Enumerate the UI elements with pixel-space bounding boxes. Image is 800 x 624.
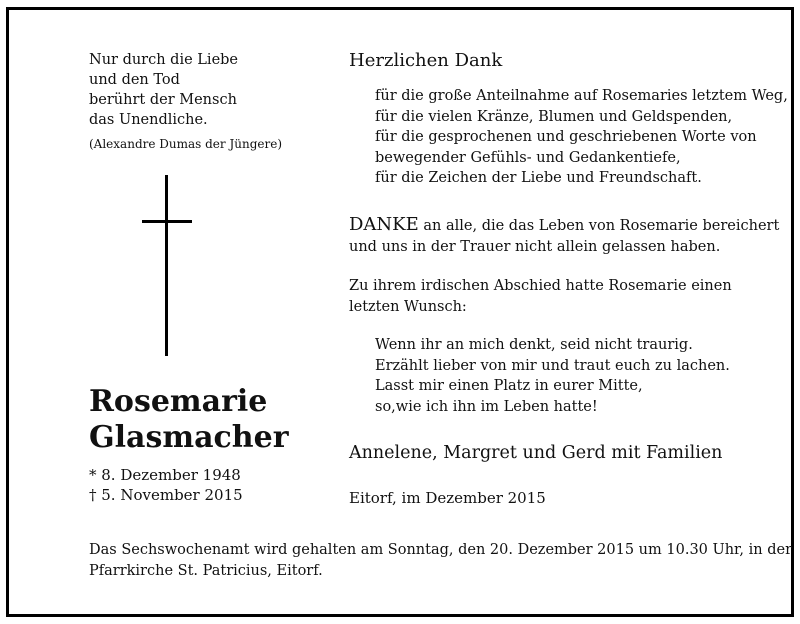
thanks-line: für die große Anteilnahme auf Rosemaries letztem Weg, bbox=[375, 88, 788, 104]
death-date: † 5. November 2015 bbox=[89, 486, 243, 504]
cross-horizontal-bar bbox=[142, 220, 192, 223]
poem-line: so,wie ich ihn im Leben hatte! bbox=[375, 398, 598, 415]
deceased-name bbox=[89, 384, 289, 456]
poem-line: Lasst mir einen Platz in eurer Mitte, bbox=[375, 378, 643, 394]
poem-line: Wenn ihr an mich denkt, seid nicht traurig. bbox=[375, 337, 693, 353]
quote-line: Nur durch die Liebe bbox=[89, 52, 239, 68]
thanks-line: für die gesprochenen und geschriebenen Worte von bbox=[375, 129, 757, 145]
life-dates bbox=[89, 465, 243, 505]
thanks-heading: Herzlichen Dank bbox=[349, 50, 503, 71]
birth-date: * 8. Dezember 1948 bbox=[89, 466, 241, 484]
quote-line: berührt der Mensch bbox=[89, 92, 237, 108]
danke-paragraph bbox=[349, 215, 779, 257]
wish-intro-line: Zu ihrem irdischen Abschied hatte Rosemarie einen bbox=[349, 278, 732, 294]
service-line: Das Sechswochenamt wird gehalten am Sonntag, den 20. Dezember 2015 um 10.30 Uhr, in der bbox=[89, 542, 792, 558]
danke-word: DANKE bbox=[349, 214, 419, 235]
danke-line: und uns in der Trauer nicht allein gelassen haben. bbox=[349, 238, 721, 255]
danke-line-rest: an alle, die das Leben von Rosemarie bereichert bbox=[418, 218, 780, 234]
thanks-line: für die Zeichen der Liebe und Freundschaft. bbox=[375, 170, 702, 186]
wish-intro bbox=[349, 276, 732, 317]
family-names: Annelene, Margret und Gerd mit Familien bbox=[349, 443, 723, 463]
quote-line: das Unendliche. bbox=[89, 112, 208, 128]
wish-intro-line: letzten Wunsch: bbox=[349, 298, 467, 315]
quote-line: und den Tod bbox=[89, 72, 180, 88]
place-date: Eitorf, im Dezember 2015 bbox=[349, 489, 546, 507]
thanks-list bbox=[375, 86, 788, 189]
thanks-line: für die vielen Kränze, Blumen und Geldspenden, bbox=[375, 108, 733, 125]
quote-author: (Alexandre Dumas der Jüngere) bbox=[89, 137, 283, 151]
obituary-card bbox=[6, 7, 794, 617]
thanks-line: bewegender Gefühls- und Gedankentiefe, bbox=[375, 149, 681, 166]
deceased-first-name: Rosemarie bbox=[89, 384, 268, 419]
danke-line bbox=[349, 215, 779, 237]
service-line: Pfarrkirche St. Patricius, Eitorf. bbox=[89, 562, 323, 579]
poem-line: Erzählt lieber von mir und traut euch zu lachen. bbox=[375, 357, 730, 374]
deceased-last-name: Glasmacher bbox=[89, 420, 289, 455]
quote bbox=[89, 50, 238, 130]
poem bbox=[375, 335, 730, 417]
service-notice bbox=[89, 540, 792, 581]
cross-vertical-bar bbox=[165, 175, 168, 356]
